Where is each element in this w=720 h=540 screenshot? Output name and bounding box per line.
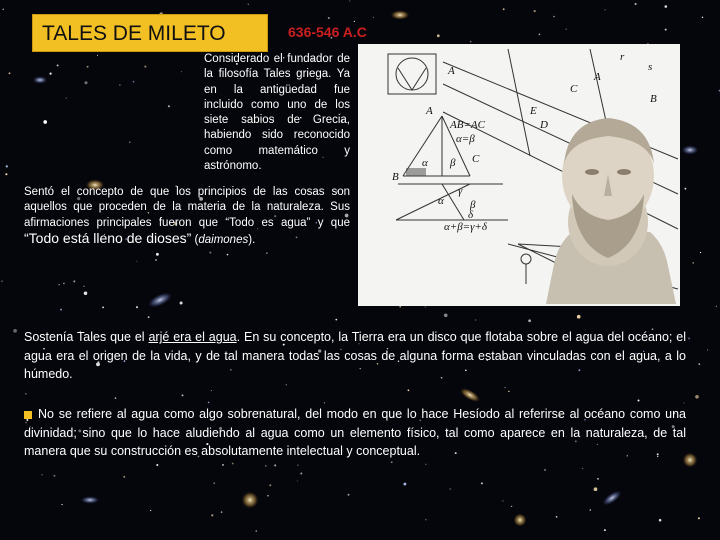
intro-paren-open: ( [191, 233, 199, 246]
star [97, 55, 98, 56]
star [638, 400, 640, 402]
star [539, 34, 541, 36]
star [6, 165, 8, 167]
star [692, 262, 694, 264]
star [481, 482, 483, 484]
star [181, 71, 182, 72]
star [688, 337, 690, 339]
star [66, 97, 67, 98]
star [208, 402, 210, 404]
star [156, 253, 159, 256]
intro-paragraph: Considerado el fundador de la filosofía Tales griega. Ya en la antigüedad fue incluido como uno de los siete sabios de Grecia, habiendo sido reconocido como matemático y astrónomo. [204, 53, 350, 173]
star [425, 519, 426, 520]
star [265, 465, 266, 466]
star [698, 517, 700, 519]
illus-label: α=β [456, 133, 475, 145]
star [502, 500, 503, 501]
star [503, 8, 505, 10]
star [700, 252, 701, 253]
yellow-square-bullet-icon [24, 411, 32, 419]
star [211, 514, 213, 516]
star [349, 0, 350, 1]
star [209, 252, 211, 254]
illus-label: r [620, 51, 625, 63]
star [286, 384, 287, 385]
star [61, 504, 62, 505]
star [425, 464, 426, 465]
star [665, 5, 668, 8]
star [683, 402, 684, 403]
illus-label: D [540, 119, 548, 131]
star [222, 464, 224, 466]
star [83, 286, 84, 287]
star [590, 509, 592, 511]
star [267, 495, 269, 497]
illus-label: β [470, 199, 476, 211]
illus-label: A [426, 105, 433, 117]
star [594, 487, 598, 491]
star [58, 284, 59, 285]
star [544, 469, 546, 471]
star [144, 66, 146, 68]
star [150, 510, 151, 511]
illus-label: δ [468, 209, 474, 221]
star [13, 329, 17, 333]
star [659, 519, 662, 522]
page-title: TALES DE MILETO [42, 22, 226, 45]
intro-italic-term: daimones [198, 233, 249, 246]
illus-label: B [392, 171, 399, 183]
star [707, 349, 708, 350]
star [133, 81, 135, 83]
star [566, 28, 567, 29]
illus-label: AB=AC [450, 119, 485, 131]
illus-label: C [472, 153, 480, 165]
illus-label: A [448, 65, 455, 77]
star [60, 309, 62, 311]
star [168, 105, 170, 107]
star [335, 319, 337, 321]
star [408, 389, 410, 391]
star [582, 468, 583, 469]
illus-label: B [650, 93, 657, 105]
star [50, 73, 52, 75]
body-text: Sostenía Tales que el [24, 330, 149, 344]
star [25, 393, 26, 394]
date-range: 636-546 A.C [288, 24, 367, 40]
body-text-end: . En su concepto, la Tierra era un disco que flotaba sobre el agua del océano; el agua era el origen de la vida, y de tal manera todas las cosas de alguna forma estaban vinculadas con el agua, a lo húmedo. [24, 330, 686, 381]
star [604, 529, 606, 531]
star [300, 473, 302, 475]
star [266, 252, 268, 254]
star [354, 21, 355, 22]
title-box [32, 14, 268, 52]
star [3, 9, 4, 10]
illus-label: α+β=γ+δ [444, 221, 487, 233]
body-underlined: arjé era el agua [148, 330, 237, 344]
star [403, 483, 406, 486]
intro-quote: “Todo está lleno de dioses” [24, 229, 192, 246]
star [297, 465, 298, 466]
star [211, 390, 212, 391]
star [180, 301, 183, 304]
illus-label: α [438, 195, 444, 207]
star [73, 280, 75, 282]
bullet-text: No se refiere al agua como algo sobrenatural, del modo en que lo hace Hesíodo al referirse al océano como una divinidad; sino que lo hace aludiendo al agua como un elemento físico, tal como aparece en la naturaleza, de tal manera que su construcción es absolutamente intelectual y conceptual. [24, 407, 686, 458]
star [248, 4, 249, 5]
star [136, 261, 137, 262]
star [685, 188, 687, 190]
star [324, 402, 325, 403]
star [63, 283, 64, 284]
star [450, 488, 451, 489]
star [102, 307, 104, 309]
star [9, 72, 11, 74]
star [156, 464, 158, 466]
star [665, 29, 667, 31]
star [698, 363, 700, 365]
illus-label: E [530, 105, 537, 117]
star [373, 17, 374, 18]
star [232, 463, 234, 465]
star [84, 81, 87, 84]
star [425, 306, 426, 307]
star [716, 306, 717, 307]
illus-label: α [422, 157, 428, 169]
illus-label: γ [458, 185, 463, 197]
star [1, 280, 2, 281]
intro-text: Sentó el concepto de que los principios de las cosas son aquellos que proceden de la materia de la naturaleza. Sus afirmaciones principales fueron que “Todo es agua” y que [24, 186, 350, 229]
star [119, 84, 120, 85]
star [274, 464, 276, 466]
star [399, 306, 401, 308]
star [297, 480, 298, 481]
star [148, 316, 150, 318]
star [556, 516, 558, 518]
star [577, 315, 581, 319]
star [508, 391, 509, 392]
star [41, 474, 42, 475]
star [504, 387, 505, 388]
star [444, 313, 448, 317]
star [182, 394, 184, 396]
star [123, 476, 125, 478]
star [528, 319, 531, 322]
intro-paragraph-continued [24, 185, 350, 248]
star [57, 64, 59, 66]
star [87, 66, 89, 68]
body-paragraph-bullet [24, 405, 686, 461]
star [115, 397, 116, 398]
star [53, 475, 55, 477]
illus-label: A [594, 71, 601, 83]
thales-illustration [358, 44, 680, 306]
star [597, 478, 599, 480]
star [136, 306, 138, 308]
star [155, 259, 157, 261]
star [84, 292, 88, 296]
star [437, 34, 440, 37]
star [534, 10, 536, 12]
star [348, 494, 350, 496]
illus-label: β [450, 157, 456, 169]
star [5, 173, 7, 175]
star [328, 17, 330, 19]
star [605, 9, 606, 10]
star [553, 16, 555, 18]
star [511, 506, 512, 507]
illus-label: C [570, 83, 578, 95]
star [129, 141, 131, 143]
star [221, 511, 223, 513]
star [470, 41, 471, 42]
intro-text-end: ). [248, 233, 256, 246]
star [256, 530, 257, 531]
star [475, 319, 476, 320]
star [695, 395, 699, 399]
star [635, 3, 637, 5]
star [702, 17, 703, 18]
star [269, 484, 271, 486]
star [214, 482, 215, 483]
illus-label: s [648, 61, 653, 73]
star [227, 254, 229, 256]
star [391, 461, 393, 463]
body-paragraph [24, 328, 686, 384]
star [43, 120, 47, 124]
